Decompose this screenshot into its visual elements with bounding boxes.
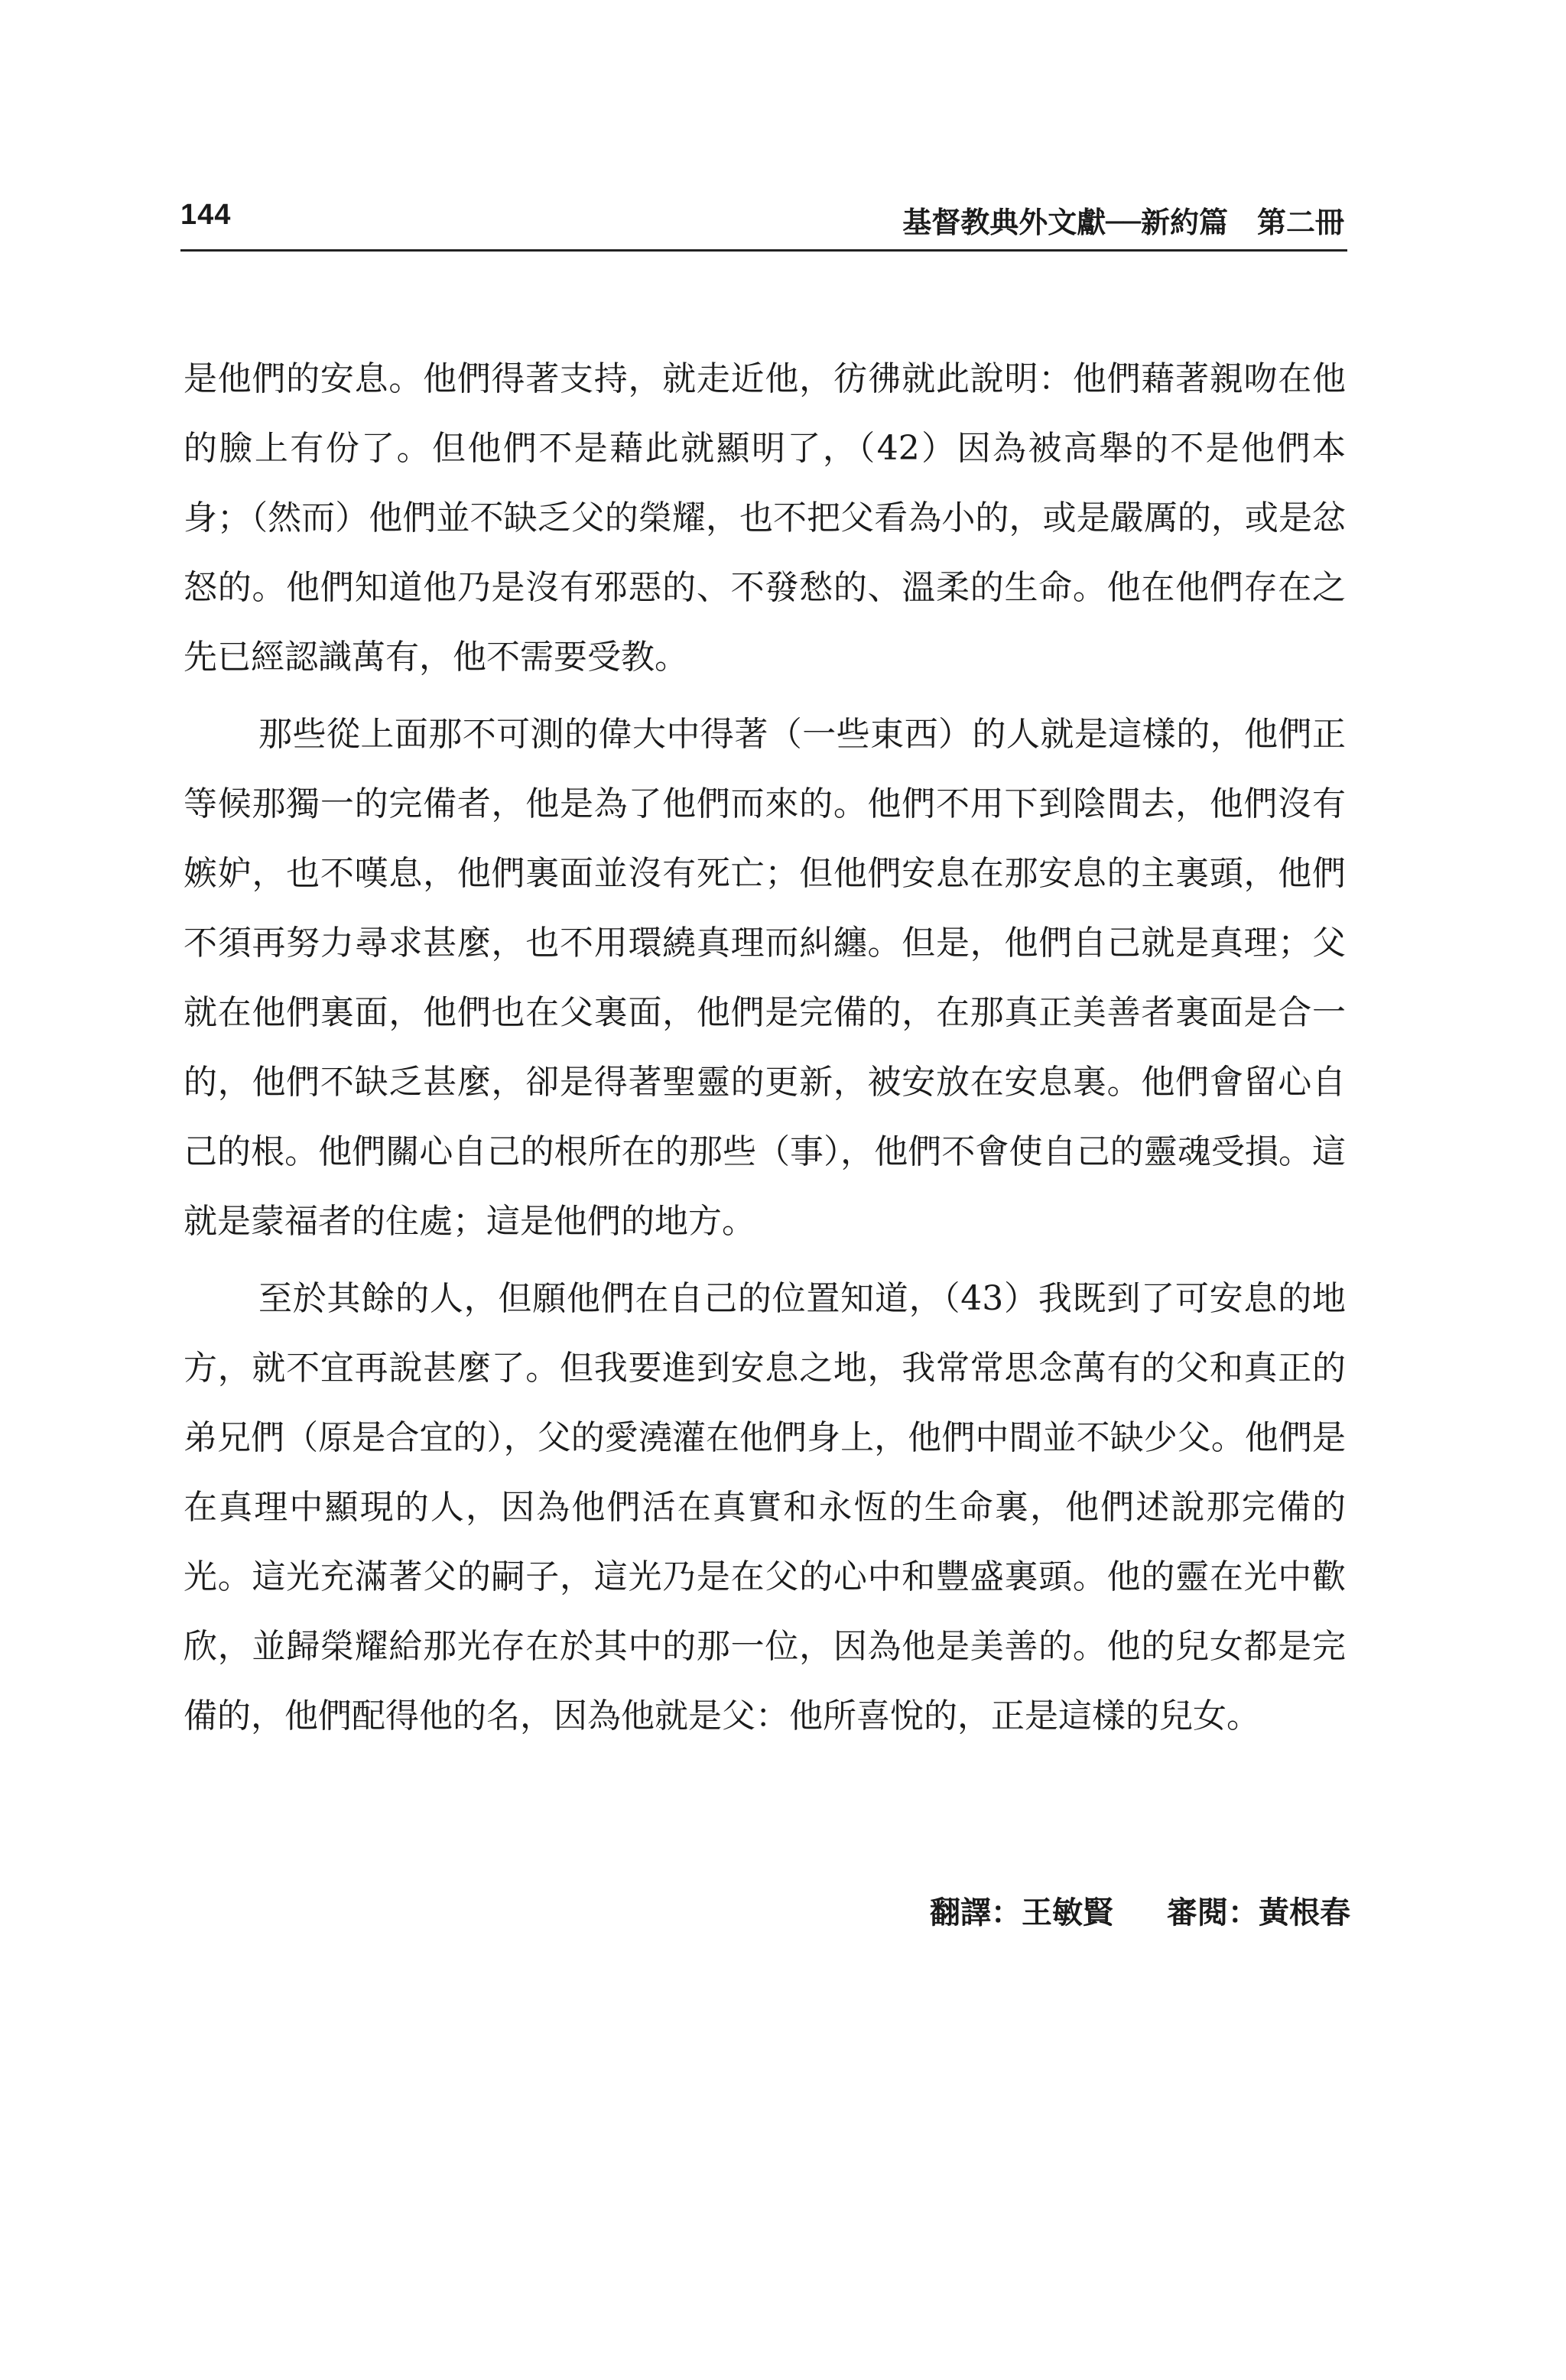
page-number: 144 [180,199,232,231]
running-title: 基督教典外文獻──新約篇 第二冊 [902,206,1344,239]
reviewer-credit: 審閱：黃根春 [1167,1895,1350,1930]
credits [930,1888,1350,1932]
paragraph-1: 是他們的安息。他們得著支持，就走近他，彷彿就此說明：他們藉著親吻在他的臉上有份了。但他們不是藉此就顯明了，（42）因為被高舉的不是他們本身；（然而）他們並不缺乏父的榮耀，也不把父看為小的，或是嚴厲的，或是忿怒的。他們知道他乃是沒有邪惡的、不發愁的、溫柔的生命。他在他們存在之先已經認識萬有，他不需要受教。 [184,359,1346,677]
body-text [184,344,1346,1758]
paragraph-3: 至於其餘的人，但願他們在自己的位置知道，（43）我既到了可安息的地方，就不宜再說甚麼了。但我要進到安息之地，我常常思念萬有的父和真正的弟兄們（原是合宜的），父的愛澆灌在他們身上，他們中間並不缺少父。他們是在真理中顯現的人，因為他們活在真實和永恆的生命裏，他們述說那完備的光。這光充滿著父的嗣子，這光乃是在父的心中和豐盛裏頭。他的靈在光中歡欣，並歸榮耀給那光存在於其中的那一位，因為他是美善的。他的兒女都是完備的，他們配得他的名，因為他就是父：他所喜悅的，正是這樣的兒女。 [184,1279,1346,1735]
paragraph-2: 那些從上面那不可測的偉大中得著（一些東西）的人就是這樣的，他們正等候那獨一的完備者，他是為了他們而來的。他們不用下到陰間去，他們沒有嫉妒，也不嘆息，他們裏面並沒有死亡；但他們安息在那安息的主裏頭，他們不須再努力尋求甚麼，也不用環繞真理而糾纏。但是，他們自己就是真理；父就在他們裏面，他們也在父裏面，他們是完備的，在那真正美善者裏面是合一的，他們不缺乏甚麼，卻是得著聖靈的更新，被安放在安息裏。他們會留心自己的根。他們關心自己的根所在的那些（事），他們不會使自己的靈魂受損。這就是蒙福者的住處；這是他們的地方。 [184,715,1346,1241]
translator-credit: 翻譯：王敏賢 [930,1895,1113,1930]
page-header [180,196,1347,252]
